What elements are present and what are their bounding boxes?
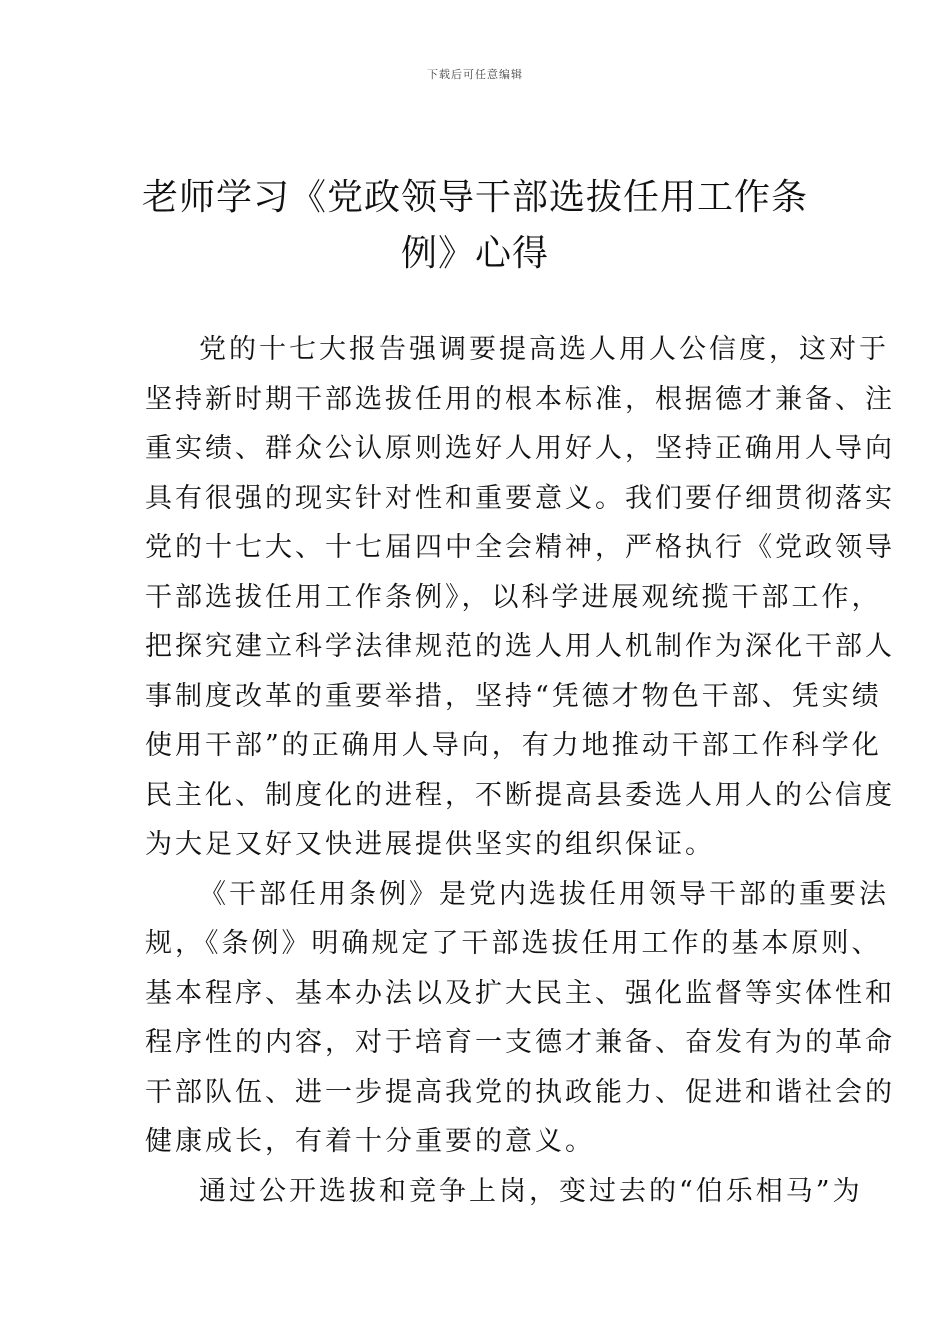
text-line: 把探究建立科学法律规范的选人用人机制作为深化干部人 [145, 631, 895, 662]
text-line: 健康成长，有着十分重要的意义。 [145, 1126, 595, 1157]
text-line: 党的十七大、十七届四中全会精神，严格执行《党政领导 [145, 532, 895, 563]
text-line: 为大足又好又快进展提供坚实的组织保证。 [145, 829, 715, 860]
document-title [130, 170, 820, 282]
paragraph-1 [145, 325, 895, 870]
title-line: 例》心得 [400, 233, 549, 274]
text-line: 《干部任用条例》是党内选拔任用领导干部的重要法 [199, 878, 889, 910]
text-line: 民主化、制度化的进程，不断提高县委选人用人的公信度 [145, 779, 895, 811]
text-line: 重实绩、群众公认原则选好人用好人，坚持正确用人导向 [145, 433, 895, 464]
title-line: 老师学习《党政领导干部选拔任用工作条 [141, 177, 808, 218]
text-line: 事制度改革的重要举措，坚持“凭德才物色干部、凭实绩 [145, 680, 882, 712]
text-line: 基本程序、基本办法以及扩大民主、强化监督等实体性和 [145, 977, 895, 1009]
paragraph-2 [145, 870, 895, 1167]
text-line: 干部队伍、进一步提高我党的执政能力、促进和谐社会的 [145, 1076, 895, 1108]
text-line: 使用干部”的正确用人导向，有力地推动干部工作科学化 [145, 730, 882, 761]
text-line: 具有很强的现实针对性和重要意义。我们要仔细贯彻落实 [145, 482, 895, 514]
header-note: 下载后可任意编辑 [427, 68, 523, 81]
text-line: 坚持新时期干部选拔任用的根本标准，根据德才兼备、注 [145, 383, 895, 415]
paragraph-3 [145, 1167, 863, 1217]
text-line: 干部选拔任用工作条例》，以科学进展观统揽干部工作， [145, 581, 882, 613]
text-line: 程序性的内容，对于培育一支德才兼备、奋发有为的革命 [145, 1027, 895, 1058]
document-body [145, 325, 895, 1216]
text-line: 党的十七大报告强调要提高选人用人公信度，这对于 [199, 334, 889, 365]
text-line: 规，《条例》明确规定了干部选拔任用工作的基本原则、 [145, 928, 882, 959]
text-line: 通过公开选拔和竞争上岗，变过去的“伯乐相马”为 [199, 1175, 863, 1207]
